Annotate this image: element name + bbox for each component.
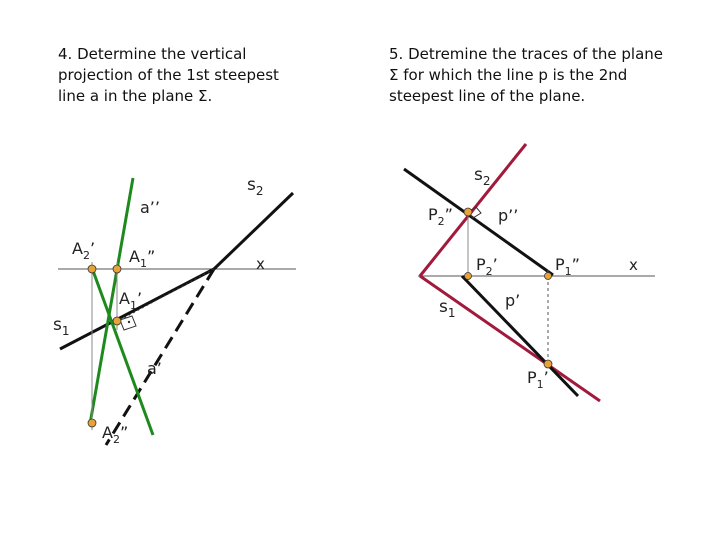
fig2-label-s1: $s_1$	[439, 297, 456, 320]
fig1-label-a1: a’	[147, 359, 162, 378]
fig1-point-A2dprime	[88, 419, 96, 427]
fig2-point-P1dprime	[545, 273, 552, 280]
fig2-label-p1: p’	[505, 291, 521, 310]
fig2-label-s2: $s_2$	[474, 165, 491, 188]
fig2-label-p2: p’’	[498, 206, 519, 225]
fig1-label-A2dprime: $A_2$”	[102, 423, 129, 446]
fig2-point-P2prime	[465, 273, 472, 280]
fig2-point-P1prime	[544, 360, 552, 368]
fig1-label-s2: $s_2$	[247, 175, 264, 198]
fig1-label-A2prime: $A_2$’	[72, 239, 96, 262]
fig2-label-P2dprime: $P_2$”	[428, 205, 453, 228]
figure-1	[53, 175, 296, 446]
fig1-point-A2prime	[88, 265, 96, 273]
fig2-label-P1prime: $P_1$’	[527, 368, 549, 391]
fig2-label-x: x	[629, 256, 638, 274]
fig2-label-P2prime: $P_2$’	[476, 255, 498, 278]
fig1-label-s1: $s_1$	[53, 315, 70, 338]
fig1-right-angle-dot	[128, 321, 130, 323]
fig1-label-a2: a’’	[140, 198, 160, 217]
fig1-label-A1dprime: $A_1$”	[129, 247, 156, 270]
fig1-s2-trace	[214, 193, 293, 269]
fig1-label-A1prime: $A_1$’	[119, 289, 143, 312]
fig1-label-x: x	[256, 255, 265, 273]
task-5-statement: 5. Detremine the traces of the plane Σ for which the line p is the 2nd steepest line of the plane.	[389, 45, 663, 105]
fig2-point-P2dprime	[464, 208, 472, 216]
task-4-statement: 4. Determine the vertical projection of the 1st steepest line a in the plane Σ.	[58, 45, 279, 105]
fig1-point-A1dprime	[113, 265, 121, 273]
fig1-point-A1prime	[113, 317, 121, 325]
figure-2	[404, 144, 655, 401]
fig2-label-P1dprime: $P_1$”	[555, 255, 580, 278]
